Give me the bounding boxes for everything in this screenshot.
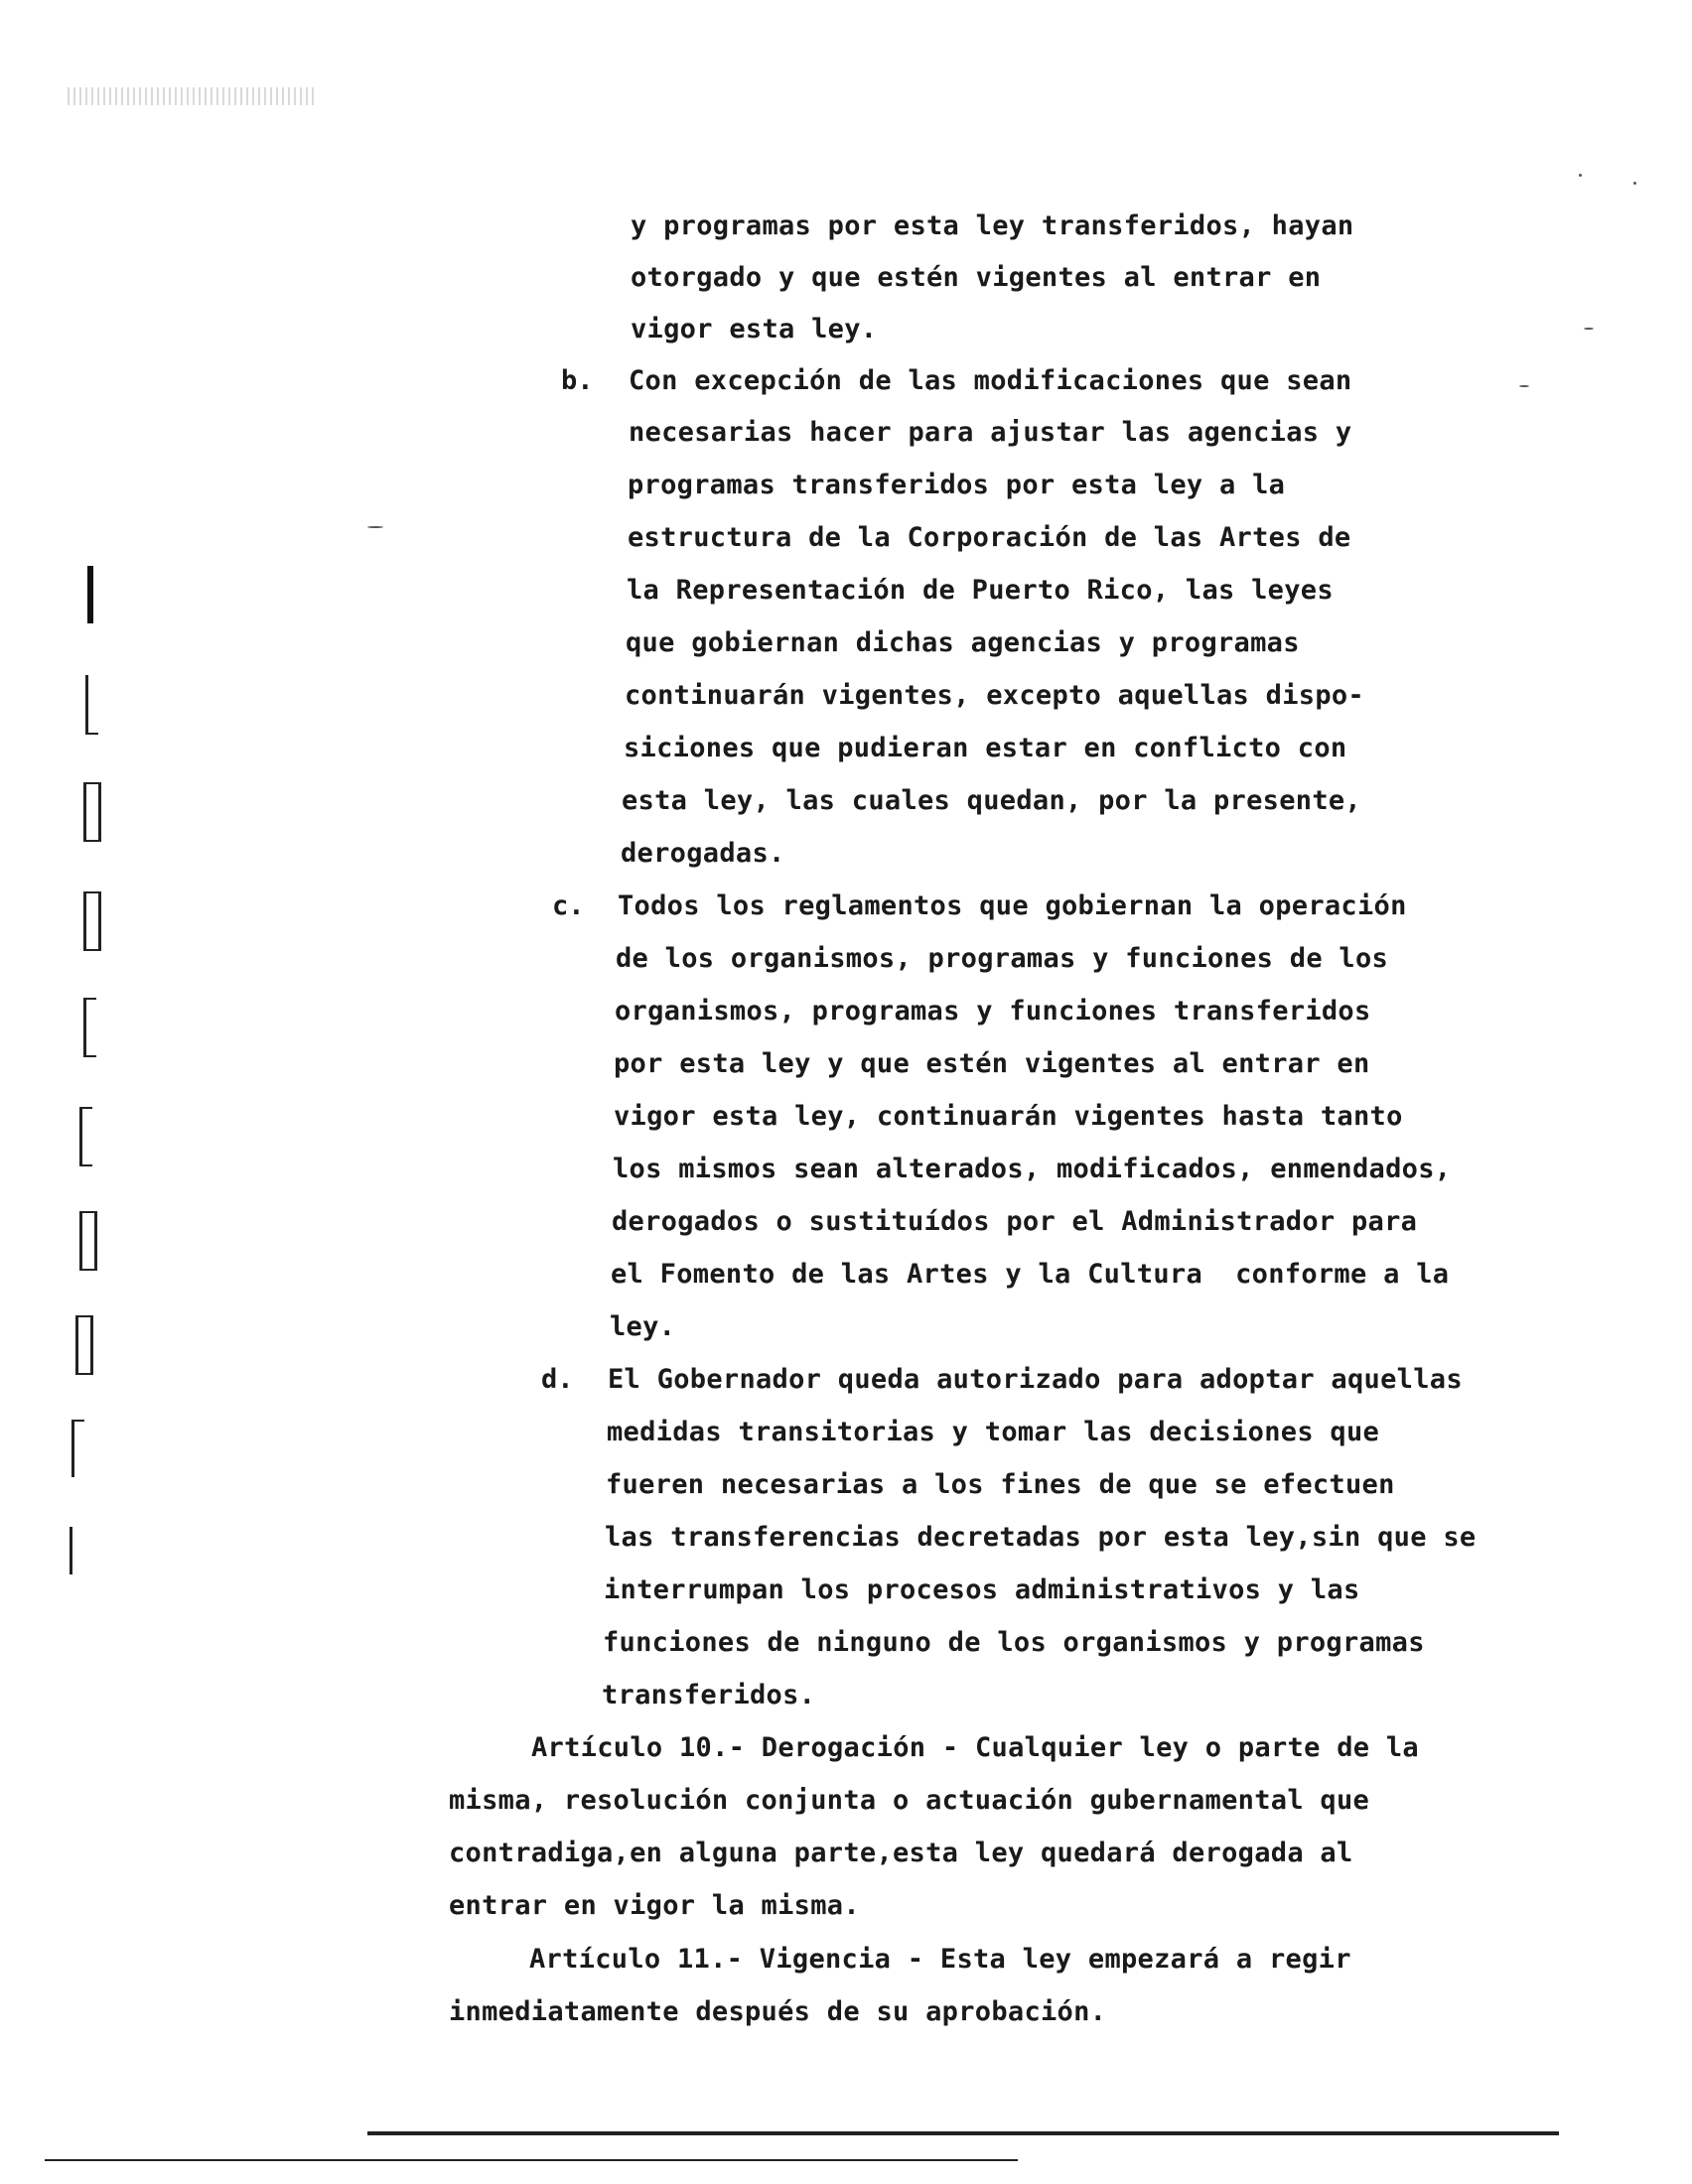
text-line: funciones de ninguno de los organismos y programas: [603, 1627, 1425, 1658]
text-line: que gobiernan dichas agencias y programas: [626, 627, 1300, 658]
item-marker: c.: [552, 890, 585, 921]
footer-rule: [45, 2159, 1018, 2161]
text-line: organismos, programas y funciones transferidos: [615, 996, 1371, 1026]
text-line: esta ley, las cuales quedan, por la presente,: [622, 785, 1361, 816]
text-line: interrumpan los procesos administrativos y las: [604, 1574, 1360, 1605]
text-line: el Fomento de las Artes y la Cultura conforme a la: [611, 1259, 1450, 1290]
text-line: inmediatamente después de su aprobación.: [449, 1996, 1107, 2027]
scan-speck: [1579, 174, 1582, 177]
text-line: Con excepción de las modificaciones que sean: [629, 365, 1352, 396]
text-line: siciones que pudieran estar en conflicto con: [624, 733, 1347, 763]
item-marker: b.: [561, 365, 594, 396]
text-line: otorgado y que estén vigentes al entrar en: [631, 262, 1322, 293]
margin-bracket: [79, 1211, 97, 1271]
text-line: El Gobernador queda autorizado para adoptar aquellas: [608, 1364, 1463, 1395]
text-line: de los organismos, programas y funciones de los: [616, 943, 1389, 974]
text-line: vigor esta ley, continuarán vigentes hasta tanto: [614, 1101, 1403, 1132]
margin-bracket: [75, 1315, 93, 1375]
text-line: entrar en vigor la misma.: [449, 1890, 860, 1921]
margin-bar: [87, 566, 93, 623]
scan-speck: [1633, 182, 1636, 185]
text-line: Artículo 10.- Derogación - Cualquier ley o parte de la: [531, 1732, 1419, 1763]
margin-bracket: [83, 891, 101, 951]
text-line: vigor esta ley.: [631, 314, 878, 344]
text-line: la Representación de Puerto Rico, las leyes: [627, 575, 1334, 606]
text-line: programas transferidos por esta ley a la: [628, 470, 1286, 500]
text-line: por esta ley y que estén vigentes al entrar en: [614, 1048, 1370, 1079]
text-line: derogadas.: [621, 838, 785, 869]
text-line: estructura de la Corporación de las Artes de: [628, 522, 1351, 553]
margin-bracket: [79, 1107, 92, 1166]
text-line: derogados o sustituídos por el Administrador para: [612, 1206, 1418, 1237]
scan-noise: [68, 87, 316, 105]
text-line: fueren necesarias a los fines de que se efectuen: [606, 1469, 1395, 1500]
text-line: medidas transitorias y tomar las decisiones que: [607, 1417, 1380, 1447]
text-line: las transferencias decretadas por esta ley,sin que se: [605, 1522, 1477, 1553]
text-line: y programas por esta ley transferidos, hayan: [631, 210, 1354, 241]
text-line: los mismos sean alterados, modificados, enmendados,: [613, 1154, 1452, 1184]
text-line: contradiga,en alguna parte,esta ley quedará derogada al: [449, 1838, 1353, 1868]
text-line: Artículo 11.- Vigencia - Esta ley empezará a regir: [529, 1944, 1351, 1975]
text-line: Todos los reglamentos que gobiernan la operación: [618, 890, 1407, 921]
margin-bracket: [83, 998, 96, 1057]
margin-bracket: [83, 782, 101, 842]
scan-speck: [1519, 385, 1529, 387]
text-line: ley.: [610, 1311, 676, 1342]
margin-bracket: [71, 1420, 84, 1477]
scan-speck: [1584, 328, 1594, 330]
text-line: continuarán vigentes, excepto aquellas dispo-: [625, 680, 1364, 711]
footer-rule: [367, 2131, 1559, 2135]
text-line: necesarias hacer para ajustar las agencias y: [629, 417, 1352, 448]
margin-bracket: [70, 1527, 82, 1574]
text-line: misma, resolución conjunta o actuación gubernamental que: [449, 1785, 1370, 1816]
margin-bracket: [85, 675, 98, 735]
scan-speck: [367, 526, 383, 528]
item-marker: d.: [541, 1364, 574, 1395]
text-line: transferidos.: [602, 1680, 816, 1710]
